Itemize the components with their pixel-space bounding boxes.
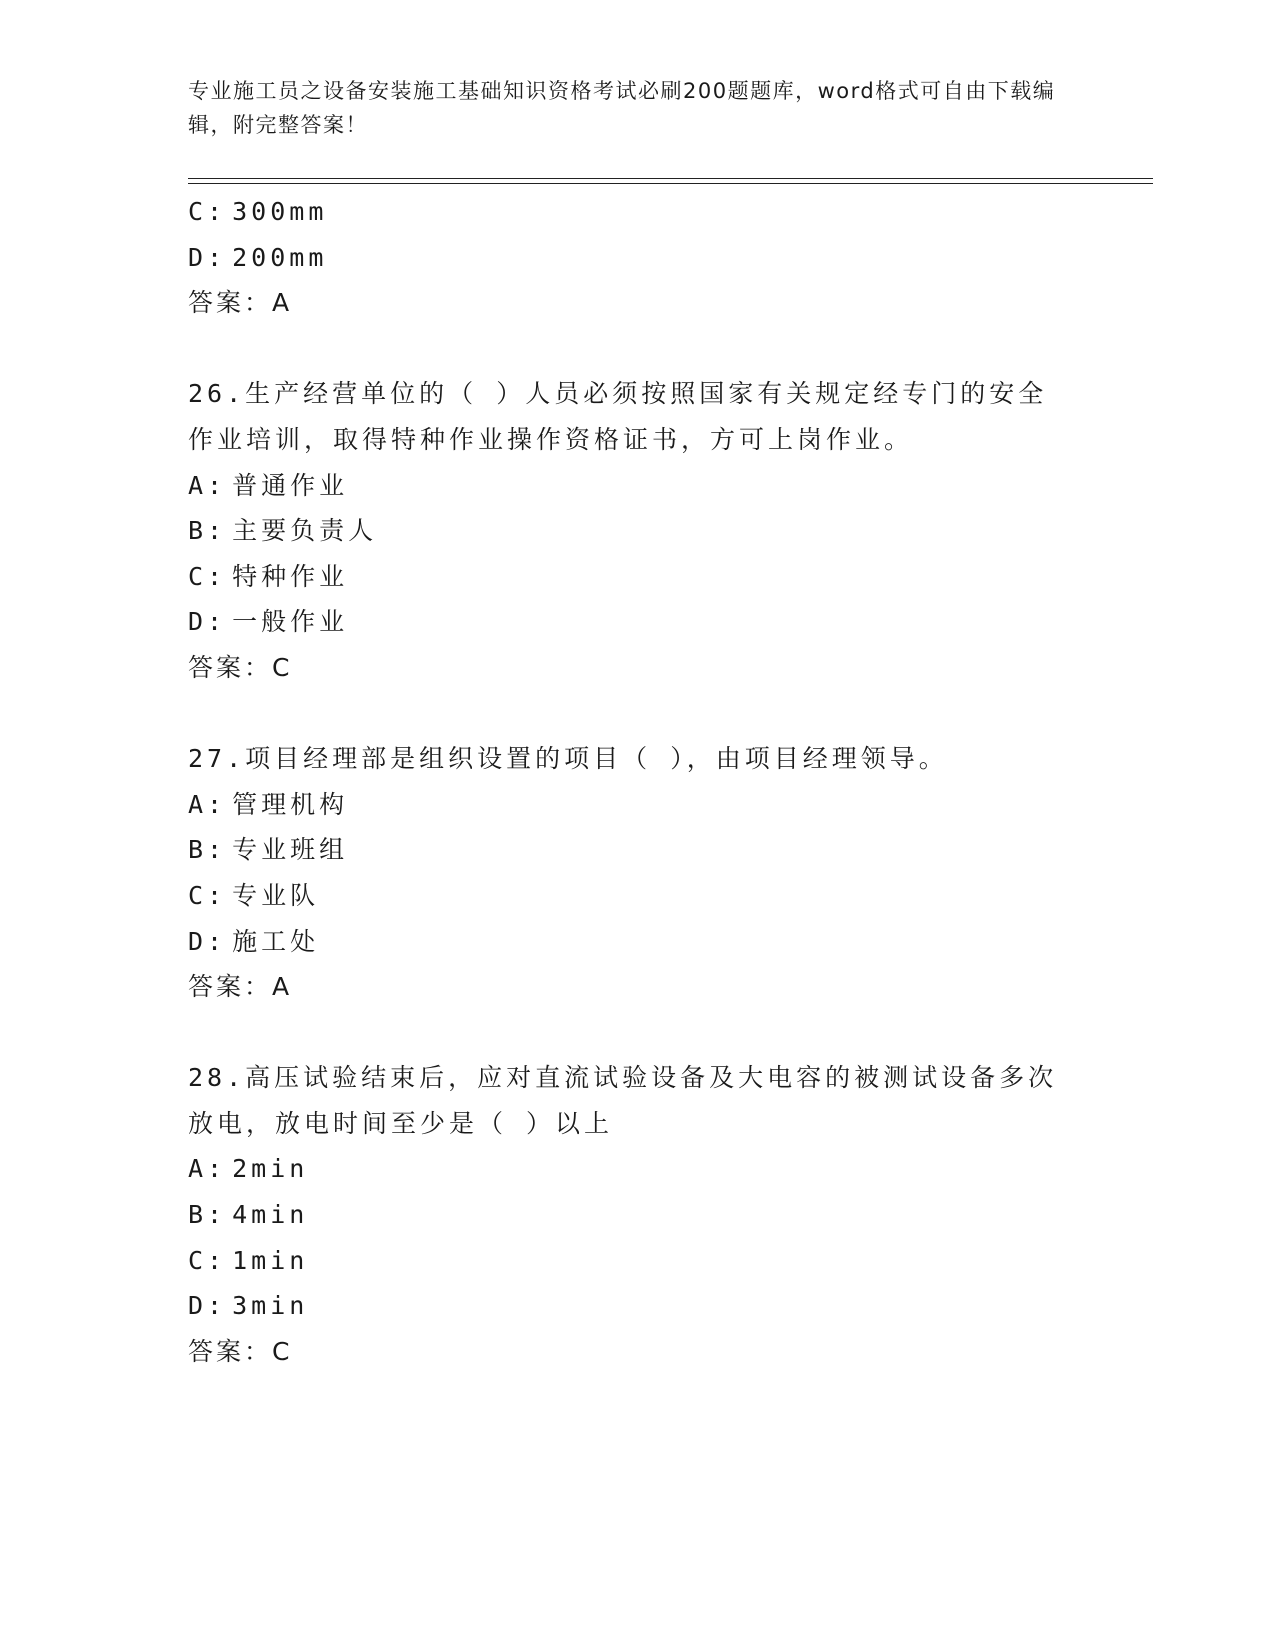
option-text: 施工处 bbox=[232, 926, 320, 956]
option-text: 1min bbox=[232, 1245, 309, 1275]
option-a bbox=[188, 1146, 1088, 1192]
option-d bbox=[188, 1283, 1088, 1329]
option-text: 主要负责人 bbox=[232, 516, 378, 546]
continued-question bbox=[188, 189, 1088, 326]
option-d bbox=[188, 599, 1088, 645]
option-a bbox=[188, 782, 1088, 828]
option-label: D: bbox=[188, 926, 227, 956]
option-text: 专业队 bbox=[232, 880, 320, 910]
option-text: 3min bbox=[232, 1291, 309, 1321]
question-27 bbox=[188, 736, 1088, 1010]
document-header: 专业施工员之设备安装施工基础知识资格考试必刷200题题库，word格式可自由下载编辑，附完整答案！ bbox=[188, 79, 1056, 137]
question-26 bbox=[188, 371, 1088, 690]
question-stem: 27.项目经理部是组织设置的项目（ ），由项目经理领导。 bbox=[188, 744, 948, 774]
option-label: A: bbox=[188, 1154, 227, 1184]
option-label: A: bbox=[188, 789, 227, 819]
option-label: D: bbox=[188, 1291, 227, 1321]
option-b bbox=[188, 1192, 1088, 1238]
option-text: 专业班组 bbox=[232, 835, 349, 865]
option-c bbox=[188, 1238, 1088, 1284]
option-label: B: bbox=[188, 516, 227, 546]
option-label: A: bbox=[188, 470, 227, 500]
question-stem: 26.生产经营单位的（ ）人员必须按照国家有关规定经专门的安全作业培训，取得特种作业操作资格证书，方可上岗作业。 bbox=[188, 379, 1048, 454]
answer-line: 答案：C bbox=[188, 1336, 293, 1366]
option-text: 4min bbox=[232, 1200, 309, 1230]
option-c bbox=[188, 189, 1088, 235]
option-text: 特种作业 bbox=[232, 561, 349, 591]
option-text: 管理机构 bbox=[232, 789, 349, 819]
answer-line: 答案：C bbox=[188, 652, 293, 682]
option-b bbox=[188, 508, 1088, 554]
question-28 bbox=[188, 1055, 1088, 1374]
spacer bbox=[188, 326, 1088, 372]
option-d bbox=[188, 919, 1088, 965]
question-stem: 28.高压试验结束后，应对直流试验设备及大电容的被测试设备多次放电，放电时间至少是（ ）以上 bbox=[188, 1063, 1058, 1138]
option-text: 200mm bbox=[232, 242, 328, 272]
option-d bbox=[188, 235, 1088, 281]
option-label: C: bbox=[188, 197, 227, 226]
spacer bbox=[188, 691, 1088, 737]
option-b bbox=[188, 827, 1088, 873]
option-a bbox=[188, 463, 1088, 509]
answer-line: 答案：A bbox=[188, 972, 293, 1002]
document-body bbox=[188, 189, 1088, 1374]
option-label: D: bbox=[188, 607, 227, 637]
option-label: C: bbox=[188, 561, 227, 591]
option-label: B: bbox=[188, 835, 227, 865]
option-label: C: bbox=[188, 1245, 227, 1275]
answer-line: 答案：A bbox=[188, 288, 293, 318]
header-divider-top bbox=[188, 178, 1153, 179]
option-text: 300mm bbox=[232, 197, 328, 226]
header-divider-bottom bbox=[188, 183, 1153, 184]
option-label: C: bbox=[188, 880, 227, 910]
option-text: 2min bbox=[232, 1154, 309, 1184]
option-c bbox=[188, 554, 1088, 600]
option-label: B: bbox=[188, 1200, 227, 1230]
option-text: 普通作业 bbox=[232, 470, 349, 500]
option-text: 一般作业 bbox=[232, 607, 349, 637]
option-c bbox=[188, 873, 1088, 919]
option-label: D: bbox=[188, 242, 227, 272]
spacer bbox=[188, 1010, 1088, 1056]
